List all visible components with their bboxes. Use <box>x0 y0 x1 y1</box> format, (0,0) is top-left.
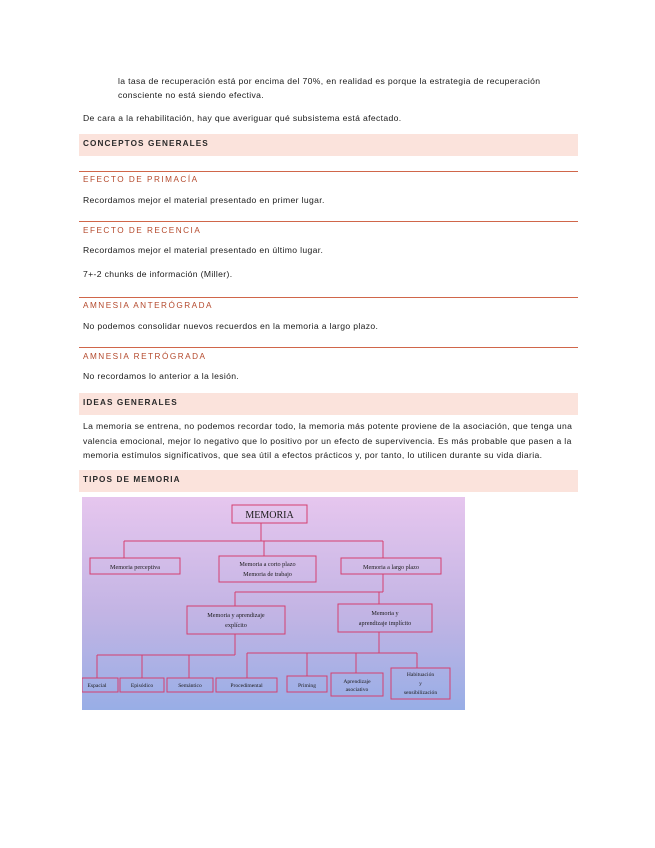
diagram-node-asociativo-line1: Aprendizaje <box>343 679 371 685</box>
ideas-line-1: La memoria se entrena, no podemos recordar todo, la memoria más potente proviene de la asociación, que tenga una <box>83 421 573 431</box>
diagram-node-semantico: Semántico <box>178 683 202 689</box>
diagram-node-habituacion-line2: y <box>419 681 422 687</box>
divider <box>79 171 578 172</box>
ideas-line-3: memoria estímulos significativos, que sea útil a efectos prácticos y, por tanto, lo utilicen durante su vida diaria. <box>83 450 543 460</box>
diagram-node-memoria: MEMORIA <box>245 510 294 521</box>
divider <box>79 221 578 222</box>
miller-text: 7+-2 chunks de información (Miller). <box>83 269 233 279</box>
diagram-node-espacial: Espacial <box>87 683 107 689</box>
intro-line-2: consciente no está siendo efectiva. <box>118 90 265 100</box>
diagram-node-procedimental: Procedimental <box>230 683 263 689</box>
tipos-heading-text: TIPOS DE MEMORIA <box>83 475 181 484</box>
diagram-node-habituacion-line3: sensibilización <box>403 690 438 696</box>
retrograda-title: AMNESIA RETRÓGRADA <box>83 352 207 361</box>
primacia-text: Recordamos mejor el material presentado en primer lugar. <box>83 195 325 205</box>
section-heading-tipos <box>79 470 578 492</box>
diagram-node-corto-plazo: Memoria a corto plazo <box>239 561 296 568</box>
diagram-node-implicito-line1: Memoria y <box>371 610 399 617</box>
anterograda-title: AMNESIA ANTERÓGRADA <box>83 301 213 310</box>
diagram-node-habituacion-line1: Habituación <box>406 672 435 678</box>
diagram-node-trabajo: Memoria de trabajo <box>243 571 292 578</box>
diagram-node-perceptiva: Memoria perceptiva <box>110 564 160 571</box>
diagram-node-largo-plazo: Memoria a largo plazo <box>362 564 420 571</box>
section-heading-ideas <box>79 393 578 415</box>
diagram-node-episodico: Episódico <box>130 683 154 689</box>
diagram-node-implicito-line2: aprendizaje implícito <box>358 620 412 627</box>
ideas-heading-text: IDEAS GENERALES <box>83 398 178 407</box>
divider <box>79 297 578 298</box>
section-heading-conceptos <box>79 134 578 156</box>
intro-line-1: la tasa de recuperación está por encima del 70%, en realidad es porque la estrategia de recuperación <box>118 76 541 86</box>
conceptos-heading-text: CONCEPTOS GENERALES <box>83 139 209 148</box>
divider <box>79 347 578 348</box>
anterograda-text: No podemos consolidar nuevos recuerdos en la memoria a largo plazo. <box>83 321 379 331</box>
memory-types-diagram <box>82 497 465 710</box>
rehab-paragraph: De cara a la rehabilitación, hay que averiguar qué subsistema está afectado. <box>83 113 402 123</box>
diagram-node-asociativo-line2: asociativo <box>345 687 369 693</box>
recencia-text: Recordamos mejor el material presentado en último lugar. <box>83 245 324 255</box>
diagram-node-priming: Priming <box>297 683 317 689</box>
recencia-title: EFECTO DE RECENCIA <box>83 226 202 235</box>
diagram-node-explicito-line1: Memoria y aprendizaje <box>207 612 265 619</box>
ideas-line-2: valencia emocional, mejor lo negativo que lo positivo por un efecto de supervivencia. Es más probable que pasen a la <box>83 436 572 446</box>
primacia-title: EFECTO DE PRIMACÍA <box>83 175 199 184</box>
retrograda-text: No recordamos lo anterior a la lesión. <box>83 371 240 381</box>
diagram-node-explicito-line2: explícito <box>225 622 247 629</box>
